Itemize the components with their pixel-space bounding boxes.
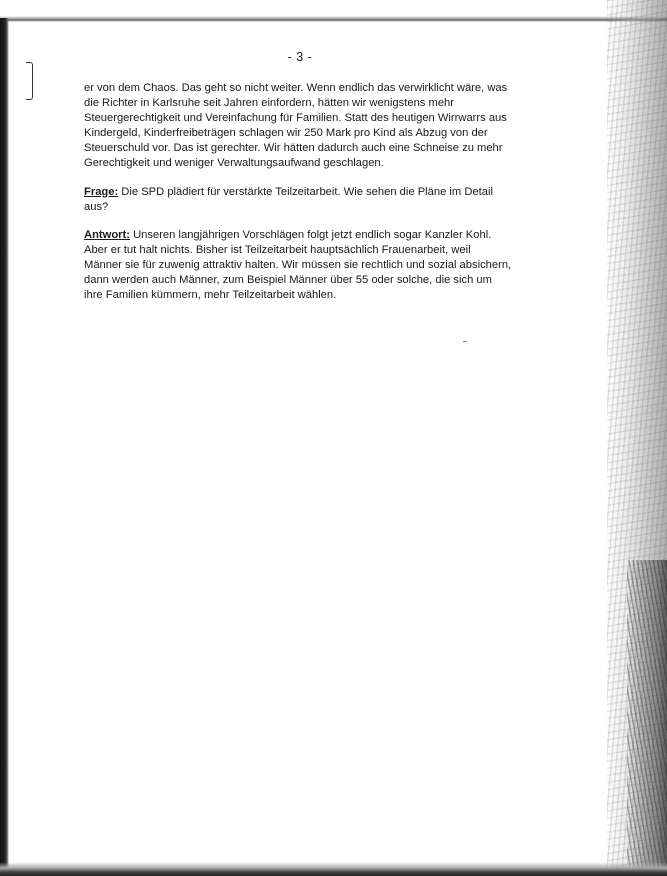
text-line: die Richter in Karlsruhe seit Jahren einfordern, hätten wir wenigstens mehr — [84, 97, 454, 110]
answer-label: Antwort: — [84, 228, 130, 241]
paragraph-continuation — [84, 81, 534, 172]
paragraph-question — [84, 185, 534, 215]
answer-text: Unseren langjährigen Vorschlägen folgt jetzt endlich sogar Kanzler Kohl. — [129, 228, 492, 241]
scan-speck — [463, 341, 467, 342]
scan-top-edge — [0, 0, 667, 22]
text-line: dann werden auch Männer, zum Beispiel Männer über 55 oder solche, die sich um — [84, 274, 492, 287]
page-number: - 3 - — [287, 50, 313, 64]
margin-bracket-mark — [26, 62, 33, 100]
text-line: Gerechtigkeit und weniger Verwaltungsaufwand geschlagen. — [84, 157, 384, 170]
document-body — [84, 81, 534, 316]
text-line: Männer sie für zuwenig attraktiv halten. Wir müssen sie rechtlich und sozial absichern, — [84, 258, 512, 271]
text-line: aus? — [84, 200, 109, 213]
text-line — [84, 185, 534, 200]
text-line: Aber er tut halt nichts. Bisher ist Teilzeitarbeit hauptsächlich Frauenarbeit, weil — [84, 243, 471, 256]
text-line: Steuergerechtigkeit und Vereinfachung für Familien. Statt des heutigen Wirrwarrs aus — [84, 112, 507, 125]
paragraph-answer — [84, 228, 534, 303]
text-line: Kindergeld, Kinderfreibeträgen schlagen wir 250 Mark pro Kind als Abzug von der — [84, 127, 488, 140]
text-line — [84, 228, 534, 243]
scan-right-noise — [627, 560, 667, 876]
scan-left-edge — [0, 18, 9, 868]
question-label: Frage: — [84, 185, 119, 198]
text-line: Steuerschuld vor. Das ist gerechter. Wir hätten dadurch auch eine Schneise zu mehr — [84, 142, 503, 155]
text-line: er von dem Chaos. Das geht so nicht weiter. Wenn endlich das verwirklicht wäre, was — [84, 82, 508, 94]
scan-bottom-edge — [0, 862, 667, 876]
text-line: ihre Familien kümmern, mehr Teilzeitarbeit wählen. — [84, 289, 337, 302]
question-text: Die SPD plädiert für verstärkte Teilzeitarbeit. Wie sehen die Pläne im Detail — [118, 185, 493, 198]
